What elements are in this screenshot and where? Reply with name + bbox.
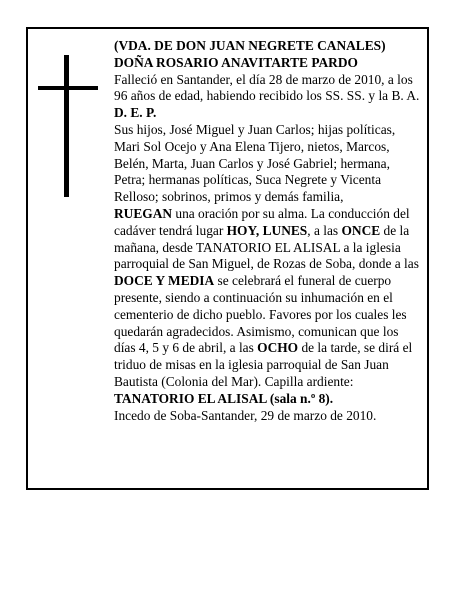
cross-vertical-bar bbox=[64, 55, 69, 197]
obituary-text bbox=[114, 38, 420, 424]
hoy-lunes: HOY, LUNES bbox=[226, 222, 308, 238]
ruegan-word: RUEGAN bbox=[114, 205, 173, 221]
ceremony-details bbox=[114, 206, 420, 391]
death-statement: Falleció en Santander, el día 28 de marzo de 2010, a los 96 años de edad, habiendo recibido los SS. SS. y la B. A. bbox=[114, 71, 420, 104]
once-time: ONCE bbox=[341, 222, 381, 238]
deceased-name: DOÑA ROSARIO ANAVITARTE PARDO bbox=[114, 54, 358, 70]
dep-line: D. E. P. bbox=[114, 105, 157, 121]
ceremony-text-5: de la tarde, se dirá el triduo de misas en la iglesia parroquial de San Juan Bautista (Colonia del Mar). Capilla ardiente: bbox=[114, 340, 413, 389]
cross-horizontal-bar bbox=[38, 86, 98, 90]
ceremony-text-1: una oración por su alma. La conducción del cadáver tendrá lugar bbox=[114, 205, 410, 238]
widow-of-line: (VDA. DE DON JUAN NEGRETE CANALES) bbox=[114, 38, 386, 53]
cross-icon bbox=[38, 55, 98, 197]
funeral-home: TANATORIO EL ALISAL (sala n.º 8). bbox=[114, 390, 334, 406]
ceremony-text-3: de la mañana, desde TANATORIO EL ALISAL a la iglesia parroquial de San Miguel, de Rozas de Soba, donde a las bbox=[114, 222, 419, 272]
place-date-line: Incedo de Soba-Santander, 29 de marzo de 2010. bbox=[114, 407, 377, 423]
ceremony-text-4: se celebrará el funeral de cuerpo presente, siendo a continuación su inhumación en el cementerio de dicho pueblo. Favores por los cuales les quedarán agradecidos. Asimismo, comunican que los días 4, 5 y 6 de abril, a las bbox=[114, 273, 407, 356]
ceremony-text-2: , a las bbox=[307, 222, 342, 238]
doce-y-media-time: DOCE Y MEDIA bbox=[114, 273, 215, 289]
ocho-time: OCHO bbox=[257, 340, 299, 356]
family-list: Sus hijos, José Miguel y Juan Carlos; hijas políticas, Mari Sol Ocejo y Ana Elena Tijero, nietos, Marcos, Belén, Marta, Juan Carlos y José Gabriel; hermana, Petra; hermanas políticas, Suca Negrete y Vicenta Relloso; sobrinos, primos y demás familia, bbox=[114, 121, 396, 205]
